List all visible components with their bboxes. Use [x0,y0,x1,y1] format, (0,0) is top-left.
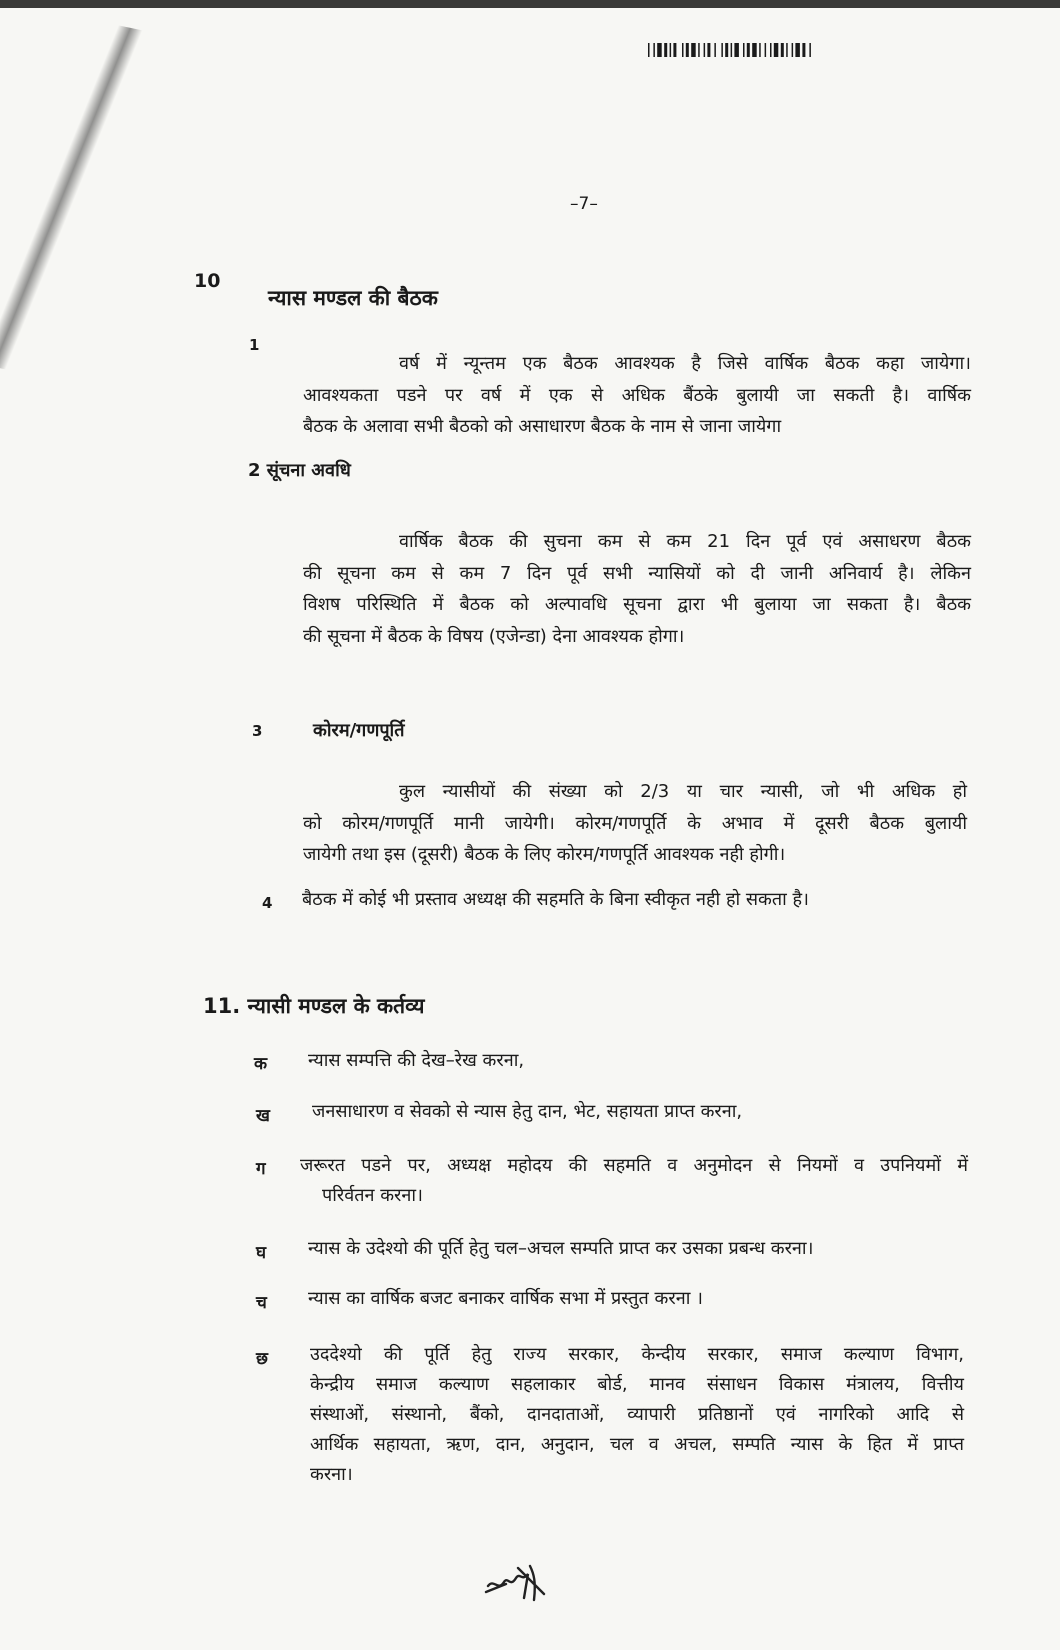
paragraph-line: कुल न्यासीयों की संख्या को 2/3 या चार न्यासी, जो भी अधिक हो [399,781,967,802]
item-text [300,1151,968,1211]
paragraph-line: को कोरम/गणपूर्ति मानी जायेगी। कोरम/गणपूर्ति के अभाव में दूसरी बैठक बुलायी [303,812,967,834]
paragraph-line: की सूचना कम से कम 7 दिन पूर्व सभी न्यासियों को दी जानी अनिवार्य है। लेकिन [303,562,971,584]
section-11-heading: 11. न्यासी मण्डल के कर्तव्य [203,994,425,1018]
subsection-2-heading: 2 सूंचना अवधि [248,460,351,481]
barcode-image [648,43,941,57]
paragraph-line: बैठक के अलावा सभी बैठको को असाधारण बैठक के नाम से जाना जायेगा [303,416,782,437]
section-10-title: न्यास मण्डल की बैठक [268,286,438,310]
item-label: क [254,1054,268,1074]
section-10-number: 10 [194,270,221,292]
item-line: जरूरत पडने पर, अध्यक्ष महोदय की सहमति व अनुमोदन से नियमों व उपनियमों में [300,1155,968,1176]
subsection-3-number: 3 [252,722,263,740]
signature-mark [484,1548,554,1604]
subsection-1-number: 1 [249,336,260,354]
item-text: जनसाधारण व सेवको से न्यास हेतु दान, भेट, सहायता प्राप्त करना, [312,1101,743,1122]
document-page [0,8,1060,1650]
item-label: ग [256,1159,266,1179]
paragraph-line: आवश्यकता पडने पर वर्ष में एक से अधिक बैंठके बुलायी जा सकती है। वार्षिक [303,384,971,406]
subsection-2-paragraph [303,526,971,652]
paper-fold-shadow [0,13,146,384]
item-line: परिर्वतन करना। [322,1185,423,1206]
paragraph-line: की सूचना में बैठक के विषय (एजेन्डा) देना आवश्यक होगा। [303,625,685,647]
item-text [310,1340,964,1490]
subsection-1-paragraph [303,348,971,443]
item-line: आर्थिक सहायता, ऋण, दान, अनुदान, चल व अचल, सम्पति न्यास के हित में प्राप्त [310,1434,964,1455]
item-label: च [256,1293,267,1313]
subsection-3-paragraph [303,776,967,871]
item-label: घ [256,1243,267,1263]
item-line: केन्द्रीय समाज कल्याण सहलाकार बोर्ड, मानव संसाधन विकास मंत्रालय, वित्तीय [310,1374,964,1395]
item-text: न्यास सम्पत्ति की देख–रेख करना, [308,1050,525,1071]
item-label: ख [256,1106,270,1126]
subsection-4-text: बैठक में कोई भी प्रस्ताव अध्यक्ष की सहमति के बिना स्वीकृत नही हो सकता है। [302,889,809,910]
subsection-4-number: 4 [262,894,273,912]
item-line: उददेश्यो की पूर्ति हेतु राज्य सरकार, केन्दीय सरकार, समाज कल्याण विभाग, [310,1344,964,1365]
page-number: –7– [570,194,598,214]
item-text: न्यास का वार्षिक बजट बनाकर वार्षिक सभा में प्रस्तुत करना । [308,1288,703,1309]
item-label: छ [256,1349,268,1369]
item-text: न्यास के उदेश्यो की पूर्ति हेतु चल–अचल सम्पति प्राप्त कर उसका प्रबन्ध करना। [308,1238,814,1259]
paragraph-line: वर्ष में न्यून्तम एक बैठक आवश्यक है जिसे वार्षिक बैठक कहा जायेगा। [399,353,971,374]
scan-top-edge [0,0,1060,8]
paragraph-line: वार्षिक बैठक की सुचना कम से कम 21 दिन पूर्व एवं असाधरण बैठक [399,531,971,552]
item-line: करना। [310,1464,353,1485]
paragraph-line: विशष परिस्थिति में बैठक को अल्पावधि सूचना द्वारा भी बुलाया जा सकता है। बैठक [303,594,971,615]
item-line: संस्थाओं, संस्थानो, बैंको, दानदाताओं, व्यापारी प्रतिष्ठानों एवं नागरिको आदि से [310,1404,964,1425]
subsection-3-heading: कोरम/गणपूर्ति [313,720,405,741]
paragraph-line: जायेगी तथा इस (दूसरी) बैठक के लिए कोरम/गणपूर्ति आवश्यक नही होगी। [303,844,786,865]
